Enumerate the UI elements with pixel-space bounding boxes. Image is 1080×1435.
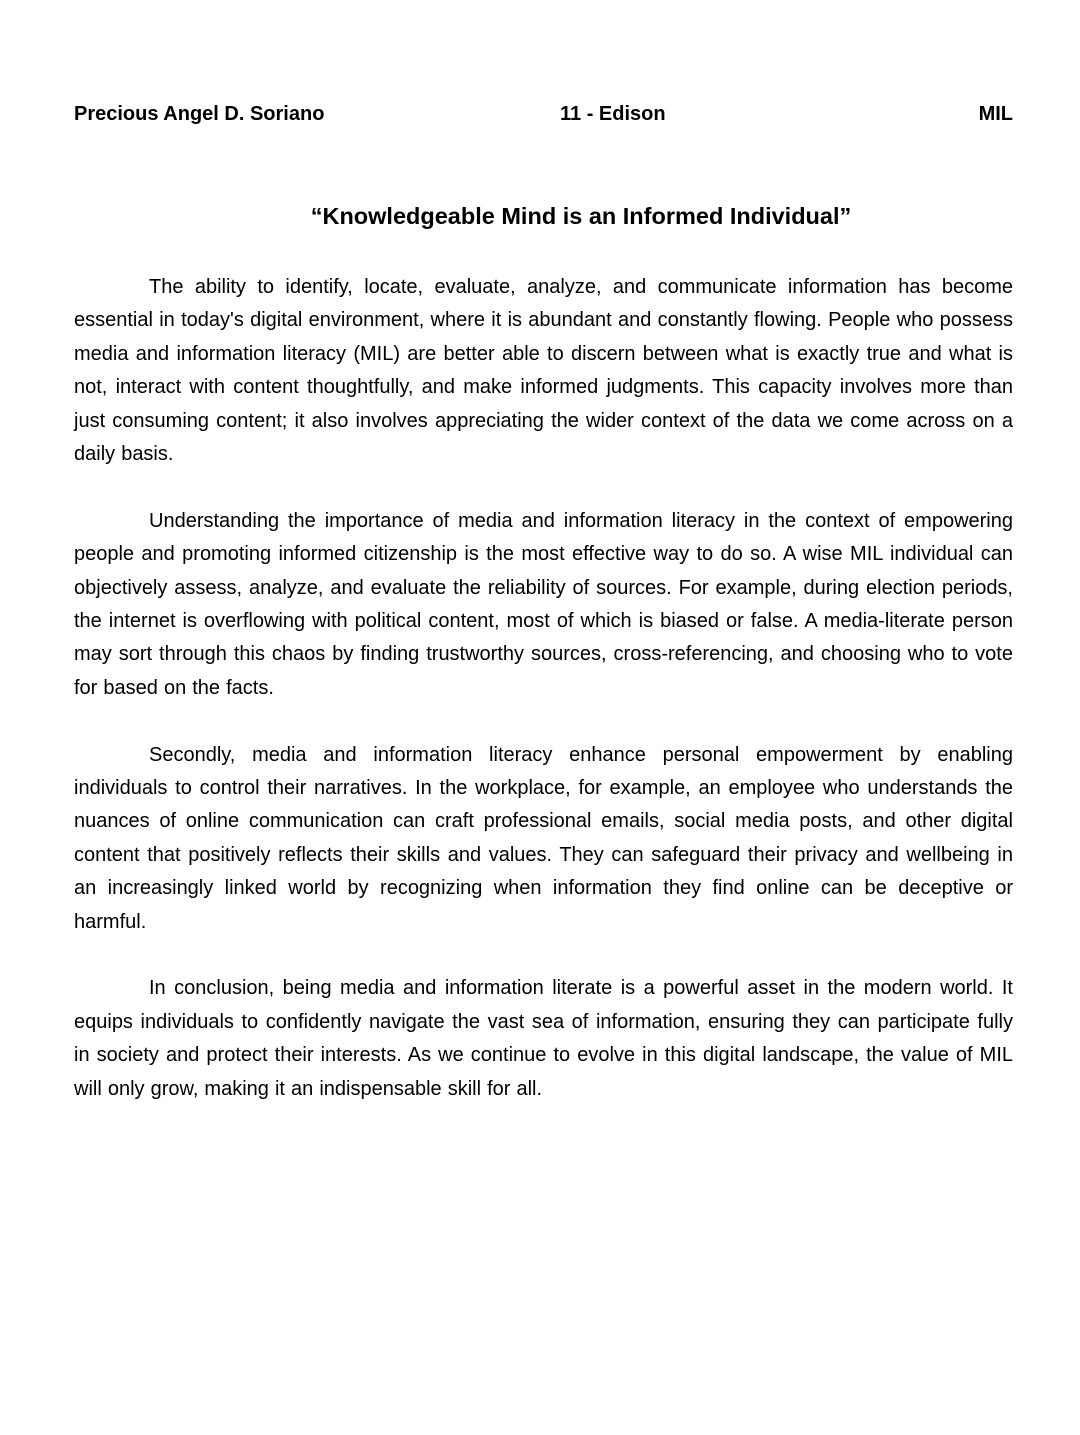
author-name: Precious Angel D. Soriano [74,103,325,125]
essay-paragraph-importance: Understanding the importance of media and information literacy in the context of empowering people and promoting informed citizenship is the most effective way to do so. A wise MIL individual can objectively assess, analyze, and evaluate the reliability of sources. For example, during election periods, the internet is overflowing with political content, most of which is biased or false. A media-literate person may sort through this chaos by finding trustworthy sources, cross-referencing, and choosing who to vote for based on the facts. [74,509,1013,699]
essay-paragraph-intro: The ability to identify, locate, evaluate, analyze, and communicate information has become essential in today's digital environment, where it is abundant and constantly flowing. People who possess media and information literacy (MIL) are better able to discern between what is exactly true and what is not, interact with content thoughtfully, and make informed judgments. This capacity involves more than just consuming content; it also involves appreciating the wider context of the data we come across on a daily basis. [74,276,1013,466]
essay-title: “Knowledgeable Mind is an Informed Individual” [310,203,852,229]
essay-paragraph-empowerment: Secondly, media and information literacy enhance personal empowerment by enabling individuals to control their narratives. In the workplace, for example, an employee who understands the nuances of online communication can craft professional emails, social media posts, and other digital content that positively reflects their skills and values. They can safeguard their privacy and wellbeing in an increasingly linked world by recognizing when information they find online can be deceptive or harmful. [74,743,1013,933]
class-section: 11 - Edison [560,103,666,125]
document-header [74,100,1013,128]
subject-label: MIL [978,103,1013,125]
essay-paragraph-conclusion: In conclusion, being media and information literate is a powerful asset in the modern world. It equips individuals to confidently navigate the vast sea of information, ensuring they can participate fully in society and protect their interests. As we continue to evolve in this digital landscape, the value of MIL will only grow, making it an indispensable skill for all. [74,977,1013,1100]
document-page [0,100,1080,1435]
